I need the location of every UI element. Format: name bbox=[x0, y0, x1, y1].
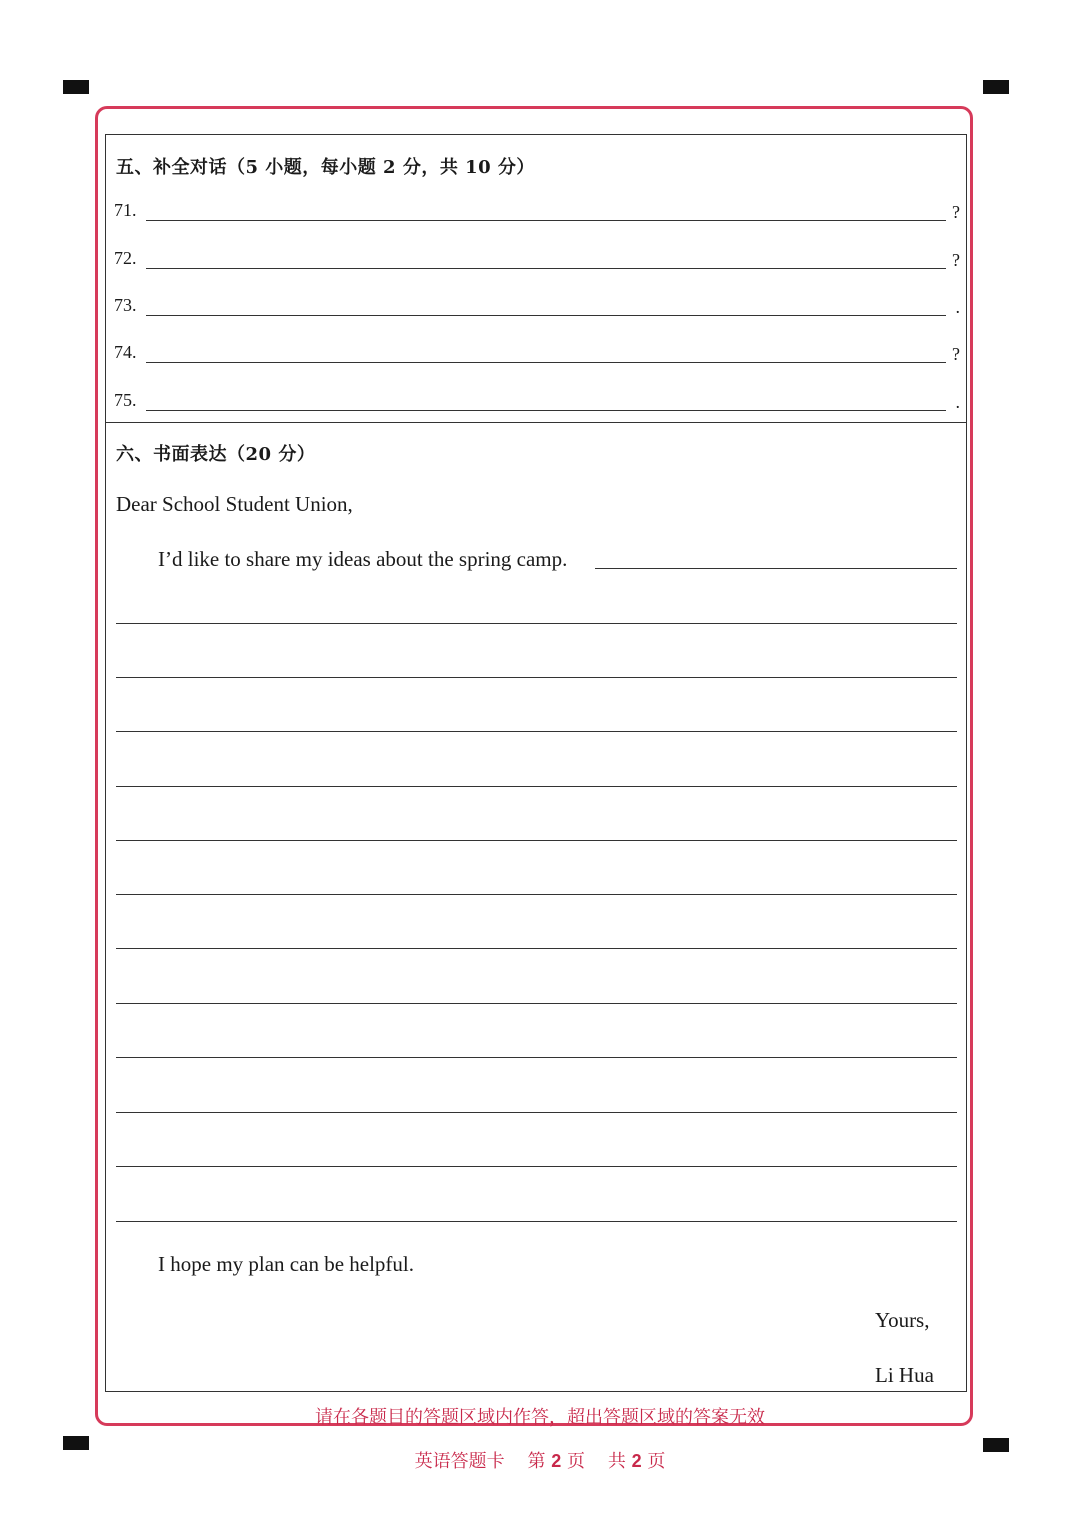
writing-line[interactable] bbox=[116, 1057, 957, 1058]
registration-mark-top-left bbox=[63, 80, 89, 94]
letter-greeting: Dear School Student Union, bbox=[116, 492, 353, 516]
letter-signoff: Yours, bbox=[875, 1308, 930, 1332]
writing-line[interactable] bbox=[116, 623, 957, 624]
answer-area-warning: 请在各题目的答题区域内作答，超出答题区域的答案无效 bbox=[315, 1407, 765, 1428]
section6-title: 六、书面表达（20 分） bbox=[116, 444, 316, 465]
section-divider bbox=[105, 422, 967, 423]
page-number: 2 bbox=[551, 1451, 562, 1471]
answer-row-75[interactable] bbox=[114, 390, 960, 420]
answer-row-74[interactable] bbox=[114, 342, 960, 372]
ending-punctuation: ? bbox=[952, 250, 960, 270]
writing-line[interactable] bbox=[116, 1003, 957, 1004]
answer-line[interactable] bbox=[146, 362, 946, 363]
total-pages: 2 bbox=[631, 1451, 642, 1471]
answer-line[interactable] bbox=[146, 220, 946, 221]
registration-mark-top-right bbox=[983, 80, 1009, 94]
letter-signature: Li Hua bbox=[875, 1363, 934, 1387]
question-number: 73. bbox=[114, 295, 137, 315]
subject-label: 英语答题卡 bbox=[414, 1451, 505, 1472]
question-number: 75. bbox=[114, 390, 137, 410]
question-number: 72. bbox=[114, 248, 137, 268]
question-number: 74. bbox=[114, 342, 137, 362]
writing-line[interactable] bbox=[116, 894, 957, 895]
letter-closing: I hope my plan can be helpful. bbox=[158, 1252, 414, 1276]
answer-line[interactable] bbox=[146, 410, 946, 411]
writing-line[interactable] bbox=[116, 948, 957, 949]
total-prefix: 共 bbox=[607, 1451, 626, 1472]
writing-line[interactable] bbox=[116, 1166, 957, 1167]
writing-line[interactable] bbox=[595, 568, 957, 569]
ending-punctuation: ? bbox=[952, 202, 960, 222]
writing-line[interactable] bbox=[116, 840, 957, 841]
total-unit: 页 bbox=[647, 1451, 666, 1472]
section5-title: 五、补全对话（5 小题，每小题 2 分，共 10 分） bbox=[116, 157, 535, 178]
writing-line[interactable] bbox=[116, 677, 957, 678]
writing-line[interactable] bbox=[116, 731, 957, 732]
answer-line[interactable] bbox=[146, 315, 946, 316]
page-unit: 页 bbox=[567, 1451, 585, 1472]
answer-row-72[interactable] bbox=[114, 248, 960, 278]
page-prefix: 第 bbox=[527, 1451, 546, 1472]
answer-row-73[interactable] bbox=[114, 295, 960, 325]
writing-line[interactable] bbox=[116, 786, 957, 787]
ending-punctuation: ? bbox=[952, 344, 960, 364]
page-footer bbox=[0, 1447, 1080, 1473]
answer-line[interactable] bbox=[146, 268, 946, 269]
question-number: 71. bbox=[114, 200, 137, 220]
answer-row-71[interactable] bbox=[114, 200, 960, 230]
ending-punctuation: . bbox=[955, 297, 960, 317]
ending-punctuation: . bbox=[955, 392, 960, 412]
writing-line[interactable] bbox=[116, 1221, 957, 1222]
letter-opening: I’d like to share my ideas about the spring camp. bbox=[158, 547, 568, 571]
writing-line[interactable] bbox=[116, 1112, 957, 1113]
